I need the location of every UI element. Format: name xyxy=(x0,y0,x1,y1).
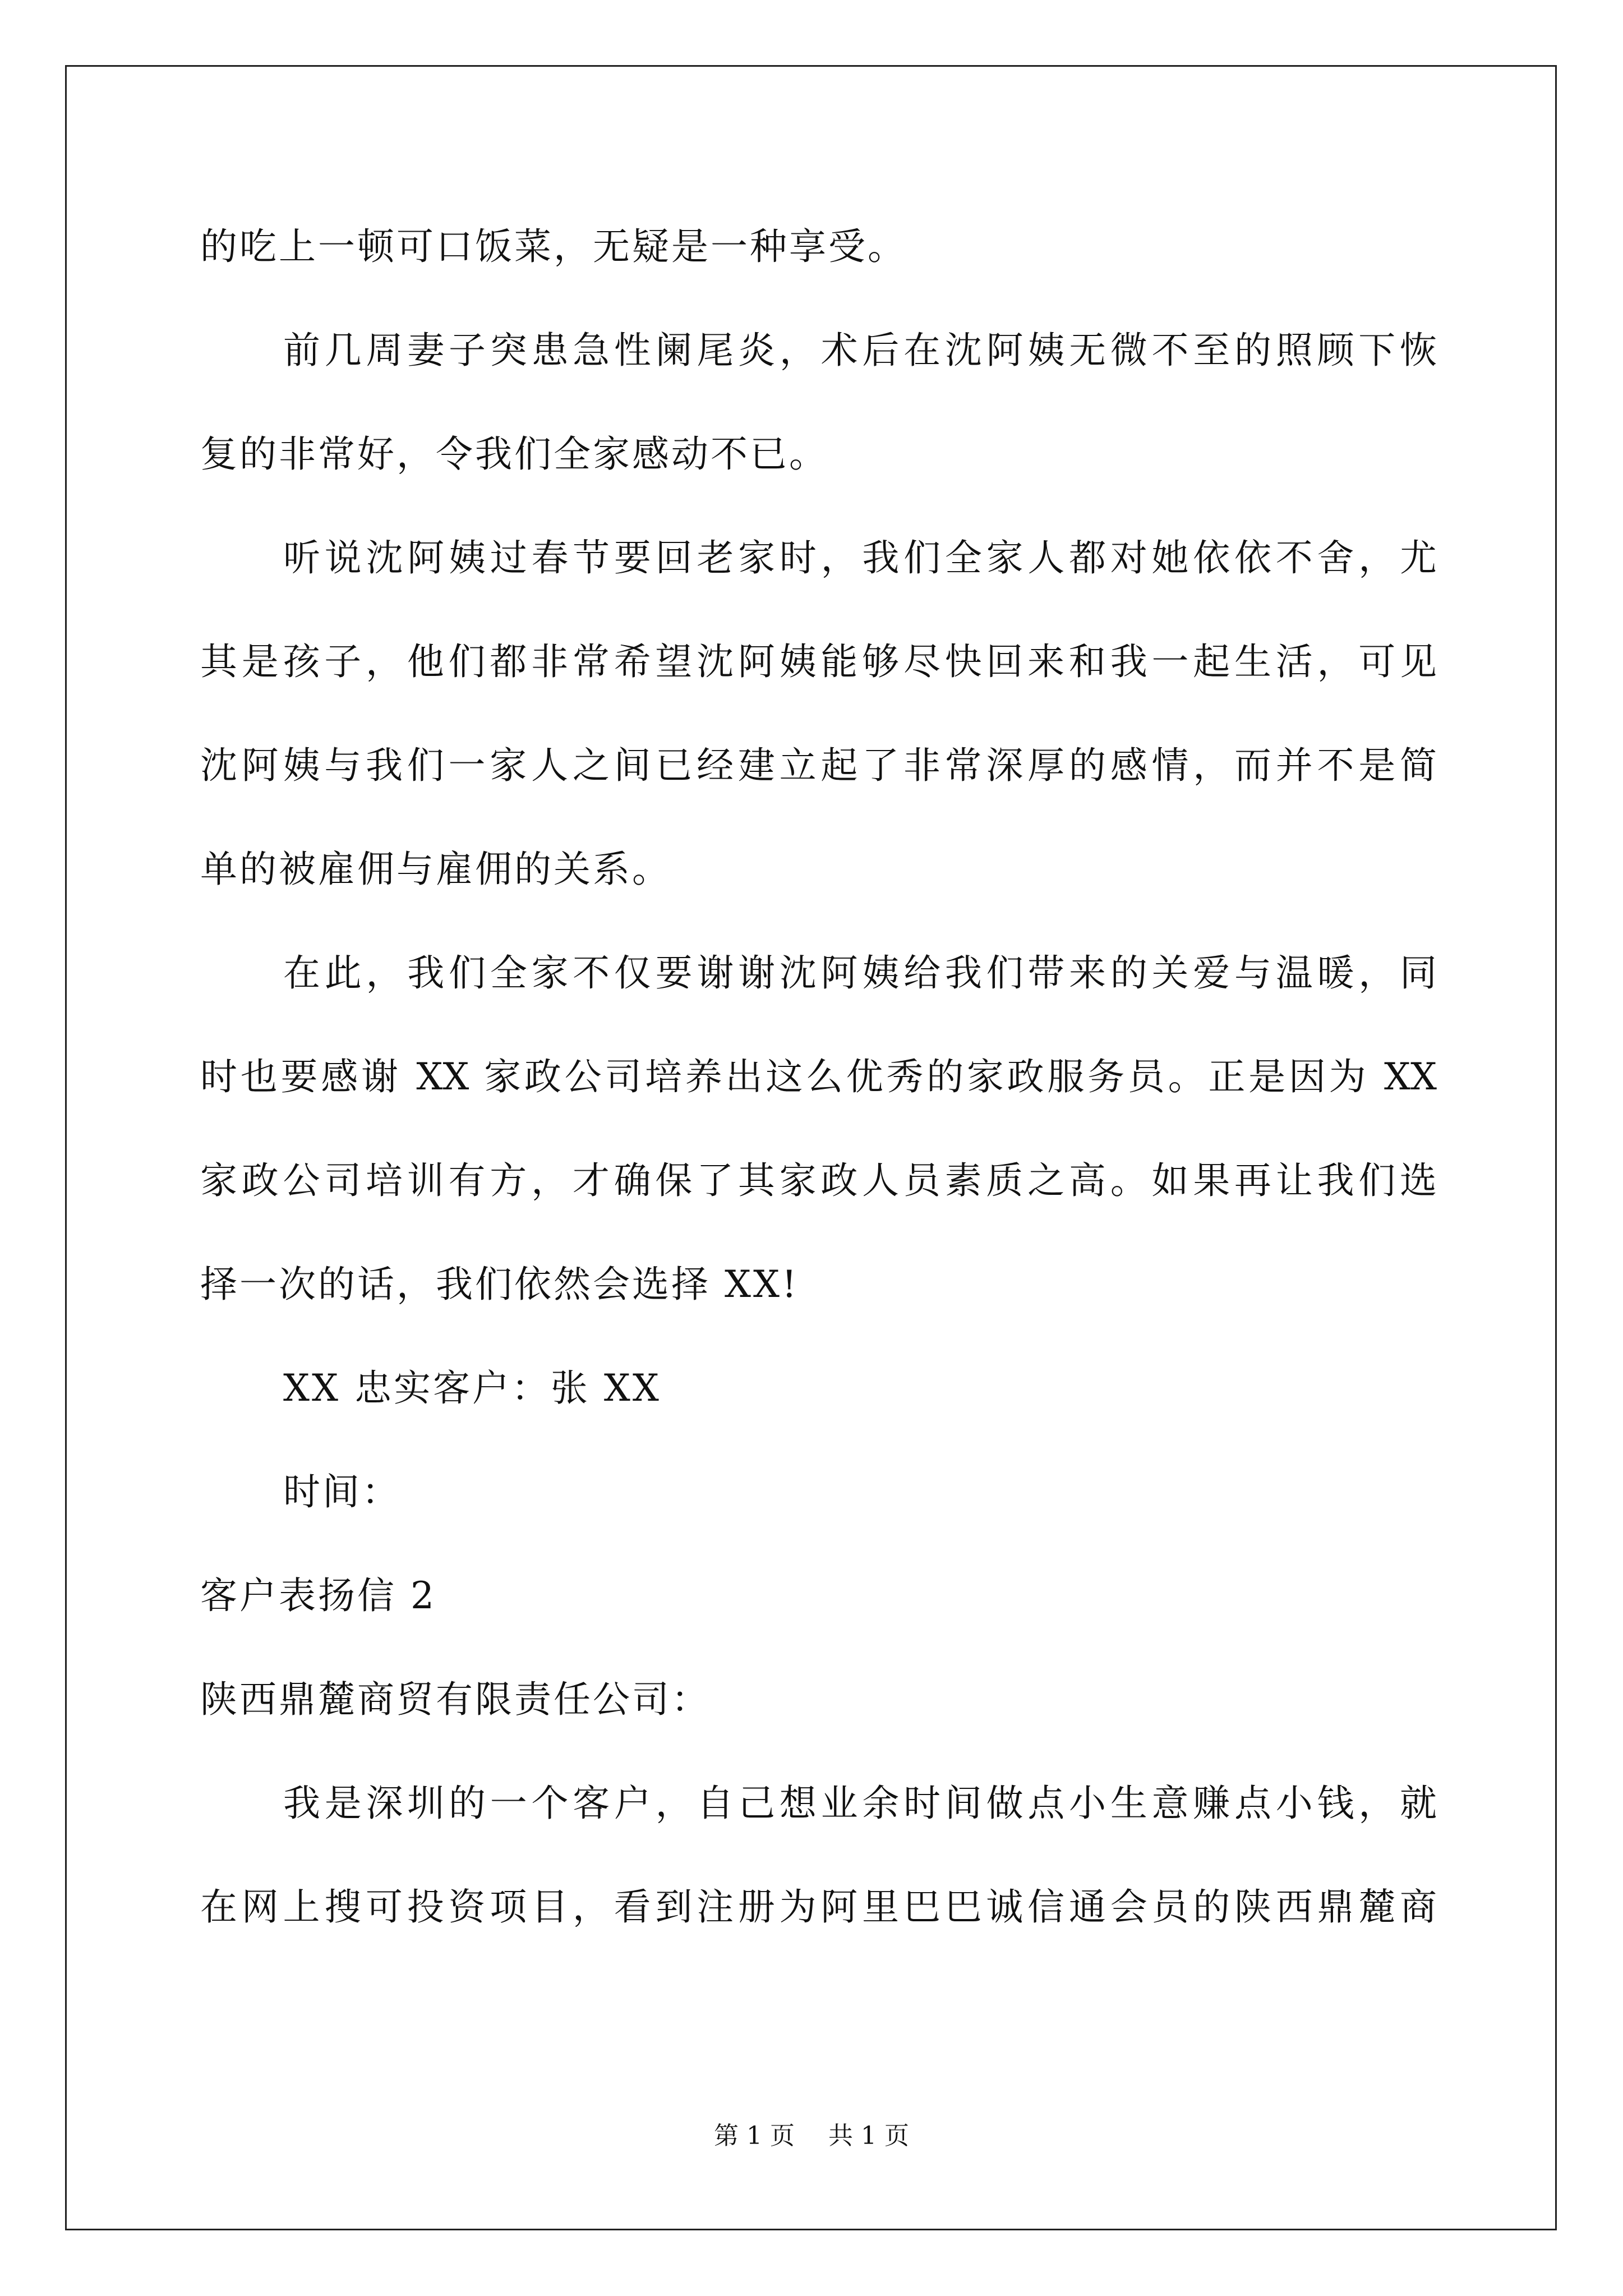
paragraph-line: 单的被雇佣与雇佣的关系。 xyxy=(200,848,671,891)
paragraph-line: 前几周妻子突患急性阑尾炎，术后在沈阿姨无微不至的照顾下恢 xyxy=(283,329,1437,372)
salutation: 陕西鼎麓商贸有限责任公司： xyxy=(200,1678,711,1721)
paragraph-line: 在网上搜可投资项目，看到注册为阿里巴巴诚信通会员的陕西鼎麓商 xyxy=(200,1885,1437,1929)
paragraph-line: 在此，我们全家不仅要谢谢沈阿姨给我们带来的关爱与温暖，同 xyxy=(283,951,1437,995)
paragraph-line: 沈阿姨与我们一家人之间已经建立起了非常深厚的感情，而并不是简 xyxy=(200,744,1437,787)
signature-line: XX 忠实客户：张 XX xyxy=(283,1366,661,1410)
paragraph-line: 听说沈阿姨过春节要回老家时，我们全家人都对她依依不舍，尤 xyxy=(283,536,1437,579)
page-total: 共 1 页 xyxy=(828,2122,909,2150)
paragraph-line: 其是孩子，他们都非常希望沈阿姨能够尽快回来和我一起生活，可见 xyxy=(200,640,1437,683)
page-number: 第 1 页 xyxy=(714,2122,795,2150)
letter-title: 客户表扬信 2 xyxy=(200,1574,436,1617)
paragraph-line: 复的非常好，令我们全家感动不已。 xyxy=(200,432,828,476)
paragraph-line: 的吃上一顿可口饭菜，无疑是一种享受。 xyxy=(200,225,907,268)
paragraph-line: 择一次的话，我们依然会选择 XX! xyxy=(200,1263,799,1306)
page-footer xyxy=(0,2119,1623,2153)
paragraph-line: 我是深圳的一个客户，自己想业余时间做点小生意赚点小钱，就 xyxy=(283,1782,1437,1825)
paragraph-line: 家政公司培训有方，才确保了其家政人员素质之高。如果再让我们选 xyxy=(200,1159,1437,1202)
paragraph-line: 时也要感谢 XX 家政公司培养出这么优秀的家政服务员。正是因为 XX xyxy=(200,1055,1437,1098)
date-line: 时间： xyxy=(283,1470,401,1513)
